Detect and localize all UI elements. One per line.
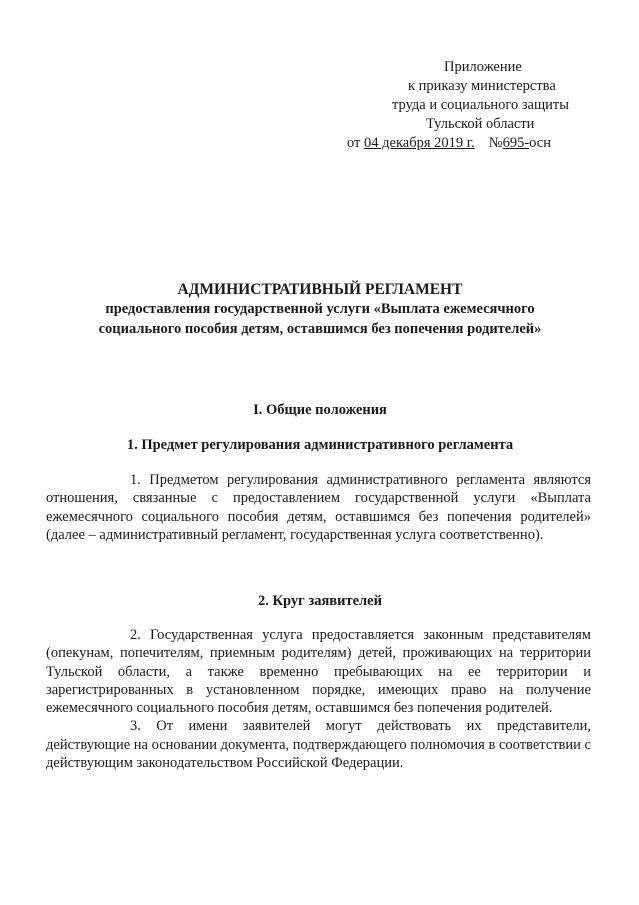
approval-number-suffix: осн: [529, 135, 551, 151]
approval-block: [330, 58, 610, 153]
approval-number-sign: №: [488, 135, 503, 151]
approval-line-annex: Приложение: [444, 59, 522, 75]
document-subtitle-line-1: предоставления государственной услуги «Выплата ежемесячного: [105, 301, 535, 317]
approval-line-ministry: труда и социального защиты: [392, 97, 569, 113]
document-subtitle-line-2: социального пособия детям, оставшимся без попечения родителей»: [98, 320, 542, 337]
approval-date-line: [330, 134, 610, 153]
paragraph-2-text: 2. Государственная услуга предоставляется законным представителям (опекунам, попечителям, приемным родителям) детей, проживающих на территории Тульской области, а также временно пребывающих на ее территории и зарегистрированных в установленном порядке, имеющих право на получение ежемесячного социального пособия детям, оставшимся без попечения родителей.: [46, 627, 591, 717]
approval-line-order: к приказу министерства: [408, 78, 556, 94]
approval-line-region: Тульской области: [426, 116, 535, 132]
document-title: АДМИНИСТРАТИВНЫЙ РЕГЛАМЕНТ: [177, 281, 463, 298]
section-heading-general: I. Общие положения: [253, 402, 387, 418]
subsection-heading-subject: 1. Предмет регулирования административного регламента: [126, 437, 514, 453]
approval-date: 04 декабря 2019 г.: [364, 135, 475, 151]
paragraph-1-text: 1. Предметом регулирования административного регламента являются отношения, связанные с предоставлением государственной услуги «Выплата ежемесячного социального пособия детям, оставшимся без попечения родителей» (далее – административный регламент, государственная услуга соответственно).: [46, 472, 591, 543]
approval-date-prefix: от: [347, 135, 361, 151]
paragraph-2: [46, 626, 591, 772]
paragraph-3-text: 3. От имени заявителей могут действовать их представители, действующие на основании документа, подтверждающего полномочия в соответствии с действующим законодательством Российской Федерации.: [46, 718, 591, 772]
approval-number: 695-: [502, 135, 530, 151]
paragraph-1: [46, 471, 591, 544]
subsection-heading-applicants: 2. Круг заявителей: [258, 593, 382, 609]
document-title-block: [60, 280, 580, 339]
